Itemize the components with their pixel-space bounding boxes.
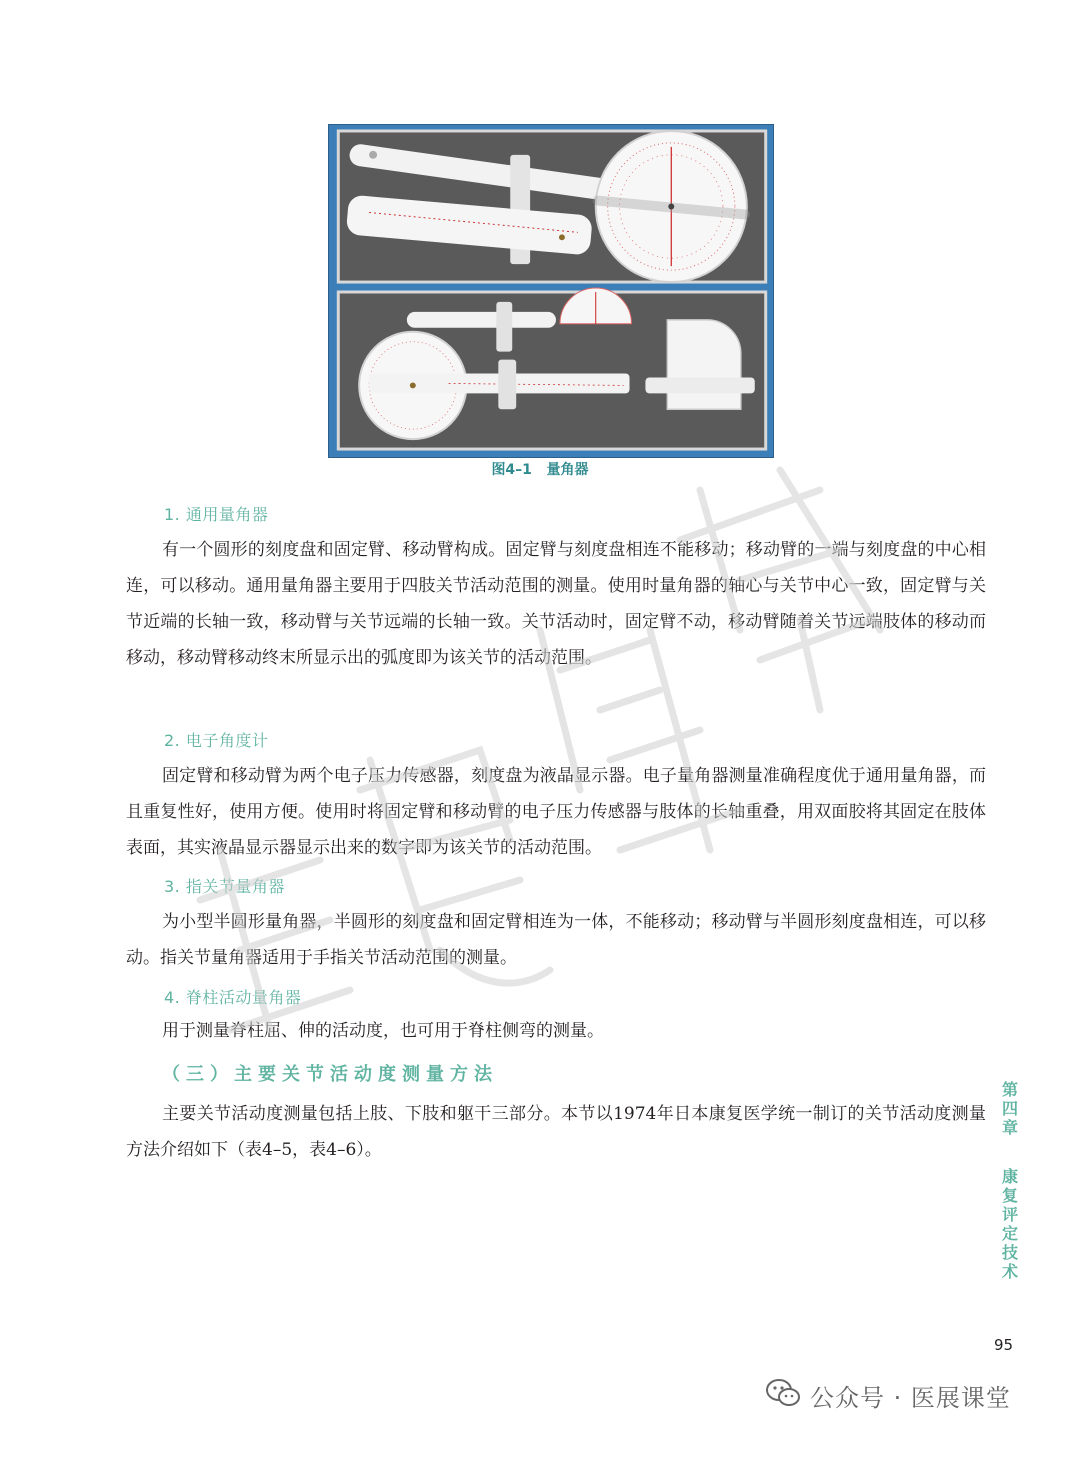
subsection-paragraph: 主要关节活动度测量包括上肢、下肢和躯干三部分。本节以1974年日本康复医学统一制订的关节活动度测量方法介绍如下（表4–5，表4–6）。: [126, 1104, 986, 1160]
chapter-number: 第四章: [1001, 1080, 1018, 1137]
section-heading-finger-goniometer: 3. 指关节量角器: [164, 877, 285, 896]
section-heading-spinal-goniometer: 4. 脊柱活动量角器: [164, 988, 302, 1007]
section-heading-electronic-goniometer: 2. 电子角度计: [164, 731, 269, 750]
section-paragraph-universal-goniometer: 有一个圆形的刻度盘和固定臂、移动臂构成。固定臂与刻度盘相连不能移动；移动臂的一端与刻度盘的中心相连，可以移动。通用量角器主要用于四肢关节活动范围的测量。使用时量角器的轴心与关节中心一致，固定臂与关节近端的长轴一致，移动臂与关节远端的长轴一致。关节活动时，固定臂不动，移动臂随着关节远端肢体的移动而移动，移动臂移动终末所显示出的弧度即为该关节的活动范围。: [126, 540, 986, 668]
subsection-heading: （三）主要关节活动度测量方法: [162, 1064, 498, 1085]
page-number: 95: [994, 1336, 1014, 1354]
account-watermark: [766, 1372, 1056, 1416]
goniometer-photo: [328, 124, 774, 458]
section-heading-universal-goniometer: 1. 通用量角器: [164, 505, 269, 524]
section-paragraph-spinal-goniometer: 用于测量脊柱屈、伸的活动度，也可用于脊柱侧弯的测量。: [162, 1021, 604, 1041]
section-paragraph-finger-goniometer: 为小型半圆形量角器，半圆形的刻度盘和固定臂相连为一体，不能移动；移动臂与半圆形刻度盘相连，可以移动。指关节量角器适用于手指关节活动范围的测量。: [126, 912, 986, 968]
wechat-icon: [766, 1378, 800, 1408]
figure-caption: 图4–1 量角器: [491, 462, 589, 478]
chapter-side-tab: [997, 1080, 1023, 1281]
section-paragraph-electronic-goniometer: 固定臂和移动臂为两个电子压力传感器，刻度盘为液晶显示器。电子量角器测量准确程度优于通用量角器，而且重复性好，使用方便。使用时将固定臂和移动臂的电子压力传感器与肢体的长轴重叠，用双面胶将其固定在肢体表面，其实液晶显示器显示出来的数字即为该关节的活动范围。: [126, 766, 986, 858]
watermark-text: 公众号 · 医展课堂: [810, 1384, 1011, 1412]
large-protractor-dial: [596, 131, 747, 282]
chapter-title: 康复评定技术: [1001, 1167, 1018, 1281]
